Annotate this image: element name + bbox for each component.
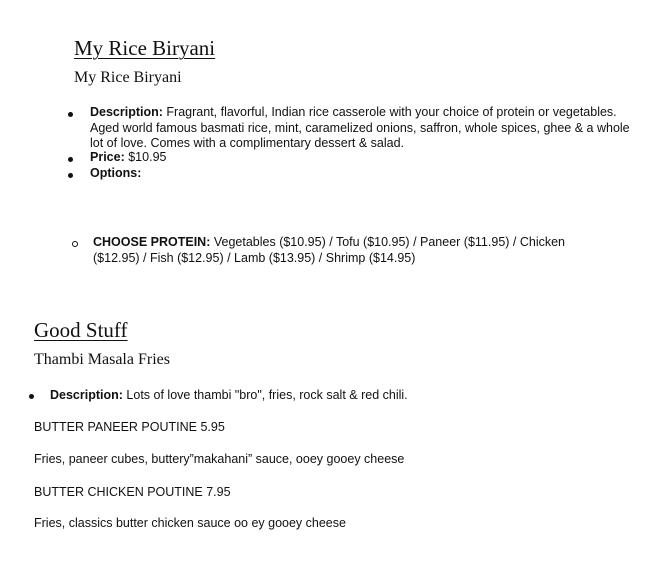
bullet-icon: [68, 173, 73, 178]
biryani-price: [90, 150, 166, 166]
description-label: Description:: [90, 105, 163, 119]
biryani-description: [90, 105, 638, 152]
section-heading-good-stuff: Good Stuff: [34, 318, 128, 342]
choose-protein-option: [93, 235, 593, 266]
sub-bullet-circle-icon: [72, 241, 78, 247]
section-heading-my-rice-biryani: My Rice Biryani: [74, 36, 216, 60]
price-value: $10.95: [128, 150, 167, 164]
butter-chicken-poutine-description: Fries, classics butter chicken sauce oo ey gooey cheese: [34, 516, 346, 530]
price-label: Price:: [90, 150, 125, 164]
biryani-options: [90, 166, 141, 182]
options-label: Options:: [90, 166, 142, 180]
butter-chicken-poutine-title: BUTTER CHICKEN POUTINE 7.95: [34, 485, 231, 499]
bullet-icon: [68, 112, 73, 117]
item-name-biryani: My Rice Biryani: [74, 69, 182, 86]
bullet-icon: [68, 157, 73, 162]
description-label: Description:: [50, 388, 123, 402]
item-name-thambi-masala-fries: Thambi Masala Fries: [34, 351, 170, 368]
butter-paneer-poutine-description: Fries, paneer cubes, buttery”makahani” sauce, ooey gooey cheese: [34, 452, 405, 466]
fries-description: [50, 388, 630, 404]
protein-label: CHOOSE PROTEIN:: [93, 235, 211, 249]
protein-text: Vegetables ($10.95) / Tofu ($10.95) / Paneer ($11.95) / Chicken ($12.95) / Fish ($12.95) / Lamb ($13.95) / Shrimp ($14.95): [93, 235, 566, 265]
butter-paneer-poutine-title: BUTTER PANEER POUTINE 5.95: [34, 420, 225, 434]
bullet-icon: [29, 394, 34, 399]
description-text: Lots of love thambi "bro", fries, rock salt & red chili.: [126, 388, 408, 402]
description-text: Fragrant, flavorful, Indian rice casserole with your choice of protein or vegetables. Aged world famous basmati rice, mint, caramelized onions, saffron, whole spices, ghee & a whole lot of love. Comes with a complimentary dessert & salad.: [90, 105, 630, 150]
